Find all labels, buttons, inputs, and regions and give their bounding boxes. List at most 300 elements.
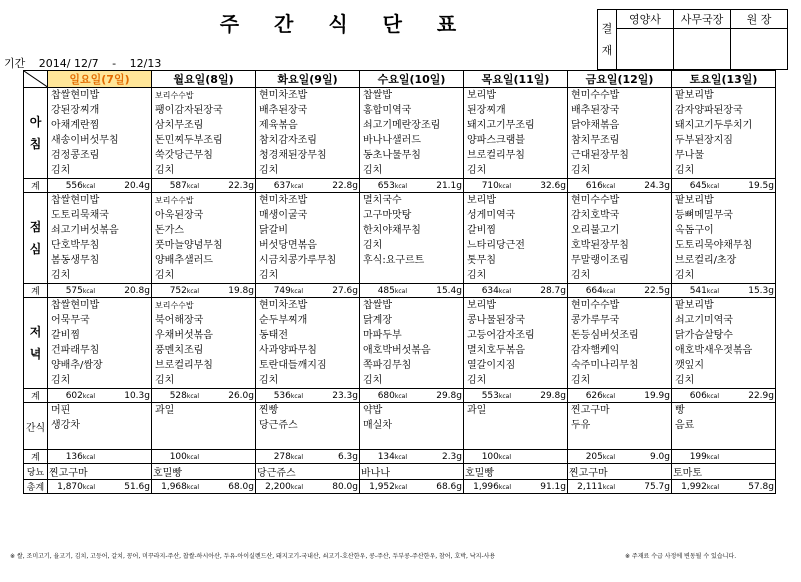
kcal-value: 541kcal bbox=[689, 285, 719, 296]
menu-item: 감치호박국 bbox=[571, 210, 620, 221]
kcal-value: 199kcal bbox=[689, 451, 719, 462]
menu-item: 한치야채무침 bbox=[363, 225, 421, 236]
subtotal-label: 계 bbox=[24, 179, 48, 193]
nutrition-total bbox=[256, 284, 360, 298]
menu-cell bbox=[256, 88, 360, 179]
menu-item: 쑥갓당근무침 bbox=[155, 150, 213, 161]
kcal-unit: kcal bbox=[82, 392, 95, 400]
menu-item: 현미수수밥 bbox=[571, 90, 620, 101]
menu-item: 숙주미나리무침 bbox=[571, 360, 639, 371]
protein-value: 21.1g bbox=[436, 180, 462, 191]
kcal-unit: kcal bbox=[290, 453, 303, 461]
menu-item: 찹쌀현미밥 bbox=[51, 195, 100, 206]
period-label: 기간 bbox=[4, 57, 26, 70]
snack-item: 빵 bbox=[675, 405, 685, 416]
menu-cell bbox=[152, 193, 256, 284]
meal-label: 아 침 bbox=[24, 88, 48, 179]
kcal-unit: kcal bbox=[82, 182, 95, 190]
menu-item: 쇠고기버섯볶음 bbox=[51, 225, 119, 236]
kcal-unit: kcal bbox=[290, 392, 303, 400]
menu-item: 마파두부 bbox=[363, 330, 402, 341]
menu-item: 콩나물된장국 bbox=[467, 315, 525, 326]
kcal-value: 653kcal bbox=[377, 180, 407, 191]
menu-item: 풍멘치조림 bbox=[155, 345, 204, 356]
kcal-unit: kcal bbox=[394, 182, 407, 190]
nutrition-total bbox=[360, 480, 464, 494]
kcal-value: 556kcal bbox=[65, 180, 95, 191]
kcal-unit: kcal bbox=[186, 182, 199, 190]
menu-item: 현미수수밥 bbox=[571, 300, 620, 311]
menu-cell bbox=[464, 298, 568, 389]
nutrition-total bbox=[464, 480, 568, 494]
kcal-value: 587kcal bbox=[169, 180, 199, 191]
menu-item: 풋마늘양념무침 bbox=[155, 240, 223, 251]
snack-item: 음료 bbox=[675, 420, 695, 431]
kcal-unit: kcal bbox=[186, 392, 199, 400]
protein-value: 29.8g bbox=[436, 390, 462, 401]
menu-item: 바나나샐러드 bbox=[363, 135, 421, 146]
kcal-unit: kcal bbox=[498, 287, 511, 295]
diabetic-item: 찐고구마 bbox=[48, 464, 152, 480]
menu-item: 찹쌀현미밥 bbox=[51, 90, 100, 101]
menu-item: 김치 bbox=[675, 165, 695, 176]
menu-item: 동태전 bbox=[259, 330, 288, 341]
nutrition-total bbox=[672, 179, 776, 193]
snack-item: 약밥 bbox=[363, 405, 383, 416]
kcal-value: 1,968kcal bbox=[161, 481, 199, 492]
approval-role-dietitian: 영양사 bbox=[617, 10, 674, 29]
menu-item: 팥보리밥 bbox=[675, 90, 714, 101]
snack-cell bbox=[672, 403, 776, 450]
menu-item: 아욱된장국 bbox=[155, 210, 204, 221]
menu-item: 보리수수밥 bbox=[155, 301, 194, 310]
menu-item: 찹쌀현미밥 bbox=[51, 300, 100, 311]
kcal-unit: kcal bbox=[82, 287, 95, 295]
menu-item: 느타리당근전 bbox=[467, 240, 525, 251]
protein-value: 15.3g bbox=[748, 285, 774, 296]
menu-item: 브로컬리무침 bbox=[467, 150, 525, 161]
snack-item: 과일 bbox=[467, 405, 487, 416]
menu-item: 김치 bbox=[571, 375, 591, 386]
menu-item: 김치 bbox=[363, 165, 383, 176]
kcal-unit: kcal bbox=[394, 392, 407, 400]
snack-item: 과일 bbox=[155, 405, 175, 416]
menu-item: 닭야채볶음 bbox=[571, 120, 620, 131]
kcal-unit: kcal bbox=[394, 453, 407, 461]
kcal-value: 100kcal bbox=[481, 451, 511, 462]
snack-item bbox=[465, 418, 566, 433]
menu-item: 김치 bbox=[51, 375, 71, 386]
corner-cell bbox=[24, 71, 48, 88]
menu-item: 버섯당면볶음 bbox=[259, 240, 317, 251]
nutrition-total bbox=[672, 389, 776, 403]
day-header: 목요일(11일) bbox=[464, 71, 568, 88]
kcal-unit: kcal bbox=[602, 453, 615, 461]
kcal-value: 602kcal bbox=[65, 390, 95, 401]
menu-item: 청경채된장무침 bbox=[259, 150, 327, 161]
menu-item: 양배추샐러드 bbox=[155, 255, 213, 266]
nutrition-total bbox=[464, 389, 568, 403]
kcal-unit: kcal bbox=[706, 182, 719, 190]
menu-item: 김치 bbox=[259, 165, 279, 176]
meal-row bbox=[24, 193, 776, 284]
menu-item: 홍합미역국 bbox=[363, 105, 412, 116]
diabetic-item: 찐고구마 bbox=[568, 464, 672, 480]
diagonal-line bbox=[24, 71, 48, 88]
kcal-value: 205kcal bbox=[585, 451, 615, 462]
kcal-unit: kcal bbox=[186, 287, 199, 295]
menu-cell bbox=[464, 193, 568, 284]
protein-value: 32.6g bbox=[540, 180, 566, 191]
menu-item: 보리밥 bbox=[467, 300, 496, 311]
menu-item: 현미차조밥 bbox=[259, 90, 308, 101]
menu-item: 김치 bbox=[467, 165, 487, 176]
menu-item: 김치 bbox=[363, 240, 383, 251]
approval-label: 결 재 bbox=[598, 10, 617, 70]
signature-box[interactable] bbox=[674, 29, 731, 70]
menu-item: 브로컬리무침 bbox=[155, 360, 213, 371]
snack-cell bbox=[48, 403, 152, 450]
snack-item bbox=[153, 418, 254, 433]
protein-value: 80.0g bbox=[332, 481, 358, 492]
footnote-notice: ※ 주재료 수급 사정에 변동될 수 있습니다. bbox=[625, 553, 737, 560]
snack-cell bbox=[464, 403, 568, 450]
menu-item: 성게미역국 bbox=[467, 210, 516, 221]
approval-role-manager: 사무국장 bbox=[674, 10, 731, 29]
snack-cell bbox=[568, 403, 672, 450]
menu-item: 돈등심버섯조림 bbox=[571, 330, 639, 341]
menu-cell bbox=[256, 193, 360, 284]
day-header: 월요일(8일) bbox=[152, 71, 256, 88]
menu-item: 고구마맛탕 bbox=[363, 210, 412, 221]
protein-value: 19.8g bbox=[228, 285, 254, 296]
kcal-value: 1,952kcal bbox=[369, 481, 407, 492]
menu-item: 갈비찜 bbox=[51, 330, 80, 341]
menu-item: 열갈이지짐 bbox=[467, 360, 516, 371]
protein-value: 26.0g bbox=[228, 390, 254, 401]
nutrition-total bbox=[48, 179, 152, 193]
kcal-unit: kcal bbox=[498, 453, 511, 461]
nutrition-total bbox=[152, 179, 256, 193]
kcal-value: 1,996kcal bbox=[473, 481, 511, 492]
kcal-value: 278kcal bbox=[273, 451, 303, 462]
menu-item: 도토리묵채국 bbox=[51, 210, 109, 221]
protein-value: 22.8g bbox=[332, 180, 358, 191]
meal-row bbox=[24, 298, 776, 389]
nutrition-total bbox=[152, 450, 256, 464]
menu-item: 토란대들깨지짐 bbox=[259, 360, 327, 371]
menu-item: 삼치무조림 bbox=[155, 120, 204, 131]
menu-item: 돼지고기두루치기 bbox=[675, 120, 753, 131]
menu-item: 감자햄케익 bbox=[571, 345, 620, 356]
signature-box[interactable] bbox=[731, 29, 788, 70]
menu-cell bbox=[568, 298, 672, 389]
diabetic-item: 호밀빵 bbox=[464, 464, 568, 480]
period bbox=[4, 55, 171, 71]
kcal-value: 528kcal bbox=[169, 390, 199, 401]
menu-item: 무나물 bbox=[675, 150, 704, 161]
kcal-value: 664kcal bbox=[585, 285, 615, 296]
kcal-unit: kcal bbox=[602, 182, 615, 190]
menu-item: 호박된장무침 bbox=[571, 240, 629, 251]
nutrition-total bbox=[672, 284, 776, 298]
menu-item: 콩가루무국 bbox=[571, 315, 620, 326]
menu-item: 김치 bbox=[571, 270, 591, 281]
menu-cell bbox=[360, 298, 464, 389]
signature-box[interactable] bbox=[617, 29, 674, 70]
protein-value: 27.6g bbox=[332, 285, 358, 296]
menu-cell bbox=[360, 88, 464, 179]
menu-item: 김치 bbox=[259, 375, 279, 386]
protein-value: 22.5g bbox=[644, 285, 670, 296]
menu-item: 돈민찌두부조림 bbox=[155, 135, 223, 146]
menu-cell bbox=[48, 193, 152, 284]
menu-item: 쪽파김무침 bbox=[363, 360, 412, 371]
kcal-value: 2,200kcal bbox=[265, 481, 303, 492]
menu-item: 동초나물무침 bbox=[363, 150, 421, 161]
menu-item: 등뼈메밀무국 bbox=[675, 210, 733, 221]
snack-item: 머핀 bbox=[51, 405, 71, 416]
menu-cell bbox=[672, 193, 776, 284]
snack-cell bbox=[152, 403, 256, 450]
protein-value: 68.6g bbox=[436, 481, 462, 492]
approval-role-director: 원 장 bbox=[731, 10, 788, 29]
menu-item: 보리수수밥 bbox=[155, 196, 194, 205]
protein-value: 28.7g bbox=[540, 285, 566, 296]
nutrition-total bbox=[464, 450, 568, 464]
protein-value: 22.3g bbox=[228, 180, 254, 191]
protein-value: 20.4g bbox=[124, 180, 150, 191]
menu-item: 김치 bbox=[155, 165, 175, 176]
subtotal-label: 총계 bbox=[24, 480, 48, 494]
menu-item bbox=[361, 268, 462, 283]
kcal-unit: kcal bbox=[706, 392, 719, 400]
nutrition-total bbox=[464, 179, 568, 193]
protein-value: 9.0g bbox=[649, 451, 670, 462]
kcal-value: 100kcal bbox=[169, 451, 199, 462]
nutrition-total bbox=[256, 480, 360, 494]
menu-item: 단호박무침 bbox=[51, 240, 100, 251]
kcal-value: 680kcal bbox=[377, 390, 407, 401]
nutrition-total bbox=[568, 450, 672, 464]
diabetic-item: 당근쥬스 bbox=[256, 464, 360, 480]
menu-item: 멸치호두볶음 bbox=[467, 345, 525, 356]
protein-value: 23.3g bbox=[332, 390, 358, 401]
nutrition-total bbox=[568, 389, 672, 403]
nutrition-total bbox=[48, 480, 152, 494]
meal-row bbox=[24, 88, 776, 179]
kcal-unit: kcal bbox=[290, 182, 303, 190]
snack-item: 생강차 bbox=[51, 420, 80, 431]
menu-item: 김치 bbox=[675, 270, 695, 281]
nutrition-total bbox=[360, 389, 464, 403]
menu-cell bbox=[48, 88, 152, 179]
menu-item: 현미차조밥 bbox=[259, 195, 308, 206]
menu-item: 도토리묵야채무침 bbox=[675, 240, 753, 251]
menu-item: 보리밥 bbox=[467, 195, 496, 206]
menu-item: 두부된장지짐 bbox=[675, 135, 733, 146]
kcal-value: 752kcal bbox=[169, 285, 199, 296]
menu-item: 갈비찜 bbox=[467, 225, 496, 236]
protein-value: 68.0g bbox=[228, 481, 254, 492]
menu-item: 닭가슴살탕수 bbox=[675, 330, 733, 341]
nutrition-total bbox=[256, 179, 360, 193]
snack-item: 당근쥬스 bbox=[259, 420, 298, 431]
kcal-value: 645kcal bbox=[689, 180, 719, 191]
menu-item: 새송이버섯무침 bbox=[51, 135, 119, 146]
protein-value: 91.1g bbox=[540, 481, 566, 492]
kcal-unit: kcal bbox=[186, 483, 199, 491]
nutrition-total bbox=[568, 480, 672, 494]
meal-total-row bbox=[24, 389, 776, 403]
menu-item: 김치 bbox=[467, 270, 487, 281]
kcal-value: 616kcal bbox=[585, 180, 615, 191]
kcal-unit: kcal bbox=[82, 453, 95, 461]
kcal-value: 1,870kcal bbox=[57, 481, 95, 492]
day-header: 수요일(10일) bbox=[360, 71, 464, 88]
menu-item: 김치 bbox=[363, 375, 383, 386]
snack-total-row bbox=[24, 450, 776, 464]
snack-item: 두유 bbox=[571, 420, 591, 431]
protein-value: 19.9g bbox=[644, 390, 670, 401]
kcal-unit: kcal bbox=[394, 287, 407, 295]
kcal-unit: kcal bbox=[498, 483, 511, 491]
menu-item: 팥보리밥 bbox=[675, 195, 714, 206]
menu-item: 닭계장 bbox=[363, 315, 392, 326]
subtotal-label: 계 bbox=[24, 450, 48, 464]
menu-item: 봄동생무침 bbox=[51, 255, 100, 266]
period-start: 2014/ 12/7 bbox=[38, 57, 99, 70]
menu-item: 김치 bbox=[259, 270, 279, 281]
kcal-unit: kcal bbox=[602, 287, 615, 295]
nutrition-total bbox=[672, 450, 776, 464]
menu-item: 근대된장무침 bbox=[571, 150, 629, 161]
protein-value: 24.3g bbox=[644, 180, 670, 191]
menu-item: 옥돔구이 bbox=[675, 225, 714, 236]
menu-cell bbox=[672, 88, 776, 179]
kcal-unit: kcal bbox=[290, 483, 303, 491]
menu-cell bbox=[672, 298, 776, 389]
menu-item: 북어해장국 bbox=[155, 315, 204, 326]
nutrition-total bbox=[152, 480, 256, 494]
menu-item: 김치 bbox=[155, 270, 175, 281]
menu-item: 참치감자조림 bbox=[259, 135, 317, 146]
period-end: 12/13 bbox=[129, 57, 162, 70]
menu-item: 보리수수밥 bbox=[155, 91, 194, 100]
period-separator: - bbox=[112, 57, 117, 70]
kcal-unit: kcal bbox=[82, 483, 95, 491]
kcal-value: 626kcal bbox=[585, 390, 615, 401]
kcal-value: 1,992kcal bbox=[681, 481, 719, 492]
snack-item: 찐빵 bbox=[259, 405, 279, 416]
nutrition-total bbox=[48, 450, 152, 464]
protein-value: 10.3g bbox=[124, 390, 150, 401]
kcal-unit: kcal bbox=[394, 483, 407, 491]
menu-item: 배추된장국 bbox=[259, 105, 308, 116]
menu-cell bbox=[256, 298, 360, 389]
menu-cell bbox=[360, 193, 464, 284]
menu-item: 찹쌀밥 bbox=[363, 300, 392, 311]
subtotal-label: 계 bbox=[24, 284, 48, 298]
kcal-value: 637kcal bbox=[273, 180, 303, 191]
kcal-unit: kcal bbox=[498, 182, 511, 190]
footnote-origin: ※ 쌀, 조미고기, 율고기, 김치, 고등어, 갈치, 꽁어, 미꾸라지-주산, 찹쌀-하시아산, 두유-아이실렌드산, 돼지고기-국내산, 쇠고기-호산한우, 콩-주산, 두부콩-주산한우, 참어, 호박, 낙지-사용 bbox=[10, 553, 496, 560]
menu-item: 감자양파된장국 bbox=[675, 105, 743, 116]
menu-item: 현미차조밥 bbox=[259, 300, 308, 311]
menu-item: 쇠고기메란장조림 bbox=[363, 120, 441, 131]
kcal-value: 485kcal bbox=[377, 285, 407, 296]
diabetic-row bbox=[24, 464, 776, 480]
menu-item: 사과양파무침 bbox=[259, 345, 317, 356]
nutrition-total bbox=[464, 284, 568, 298]
nutrition-total bbox=[152, 284, 256, 298]
nutrition-total bbox=[256, 389, 360, 403]
menu-item: 검정콩조림 bbox=[51, 150, 100, 161]
diabetic-item: 바나나 bbox=[360, 464, 464, 480]
kcal-value: 749kcal bbox=[273, 285, 303, 296]
protein-value: 22.9g bbox=[748, 390, 774, 401]
snack-item: 찐고구마 bbox=[571, 405, 610, 416]
nutrition-total bbox=[48, 284, 152, 298]
diabetic-item: 토마토 bbox=[672, 464, 776, 480]
menu-item: 매생이굴국 bbox=[259, 210, 308, 221]
kcal-unit: kcal bbox=[498, 392, 511, 400]
protein-value: 51.6g bbox=[124, 481, 150, 492]
menu-item: 참치무조림 bbox=[571, 135, 620, 146]
menu-item: 보리밥 bbox=[467, 90, 496, 101]
menu-item: 현미수수밥 bbox=[571, 195, 620, 206]
protein-value: 75.7g bbox=[644, 481, 670, 492]
snack-cell bbox=[256, 403, 360, 450]
kcal-unit: kcal bbox=[602, 392, 615, 400]
menu-item: 톳무침 bbox=[467, 255, 496, 266]
meal-total-row bbox=[24, 284, 776, 298]
menu-item: 후식:요구르트 bbox=[363, 255, 425, 266]
protein-value: 2.3g bbox=[441, 451, 462, 462]
grand-total-row bbox=[24, 480, 776, 494]
nutrition-total bbox=[360, 284, 464, 298]
menu-item: 팥보리밥 bbox=[675, 300, 714, 311]
nutrition-total bbox=[360, 450, 464, 464]
day-header: 화요일(9일) bbox=[256, 71, 360, 88]
menu-item: 김치 bbox=[571, 165, 591, 176]
page-title: 주 간 식 단 표 bbox=[219, 12, 471, 36]
menu-cell bbox=[464, 88, 568, 179]
snack-label: 간식 bbox=[24, 403, 48, 450]
menu-item: 돼지고기무조림 bbox=[467, 120, 535, 131]
menu-item: 팽이감자된장국 bbox=[155, 105, 223, 116]
nutrition-total bbox=[568, 179, 672, 193]
kcal-value: 606kcal bbox=[689, 390, 719, 401]
menu-item: 양파스크램블 bbox=[467, 135, 525, 146]
kcal-unit: kcal bbox=[706, 483, 719, 491]
nutrition-total bbox=[152, 389, 256, 403]
menu-cell bbox=[152, 298, 256, 389]
menu-item: 찹쌀밥 bbox=[363, 90, 392, 101]
menu-cell bbox=[568, 193, 672, 284]
day-header: 일요일(7일) bbox=[48, 71, 152, 88]
nutrition-total bbox=[48, 389, 152, 403]
protein-value: 20.8g bbox=[124, 285, 150, 296]
menu-item: 김치 bbox=[155, 375, 175, 386]
protein-value: 29.8g bbox=[540, 390, 566, 401]
menu-item: 건파래무침 bbox=[51, 345, 100, 356]
menu-item: 멸치국수 bbox=[363, 195, 402, 206]
menu-item: 고등어감자조림 bbox=[467, 330, 535, 341]
snack-item: 매실차 bbox=[363, 420, 392, 431]
snack-cell bbox=[360, 403, 464, 450]
snack-row bbox=[24, 403, 776, 450]
